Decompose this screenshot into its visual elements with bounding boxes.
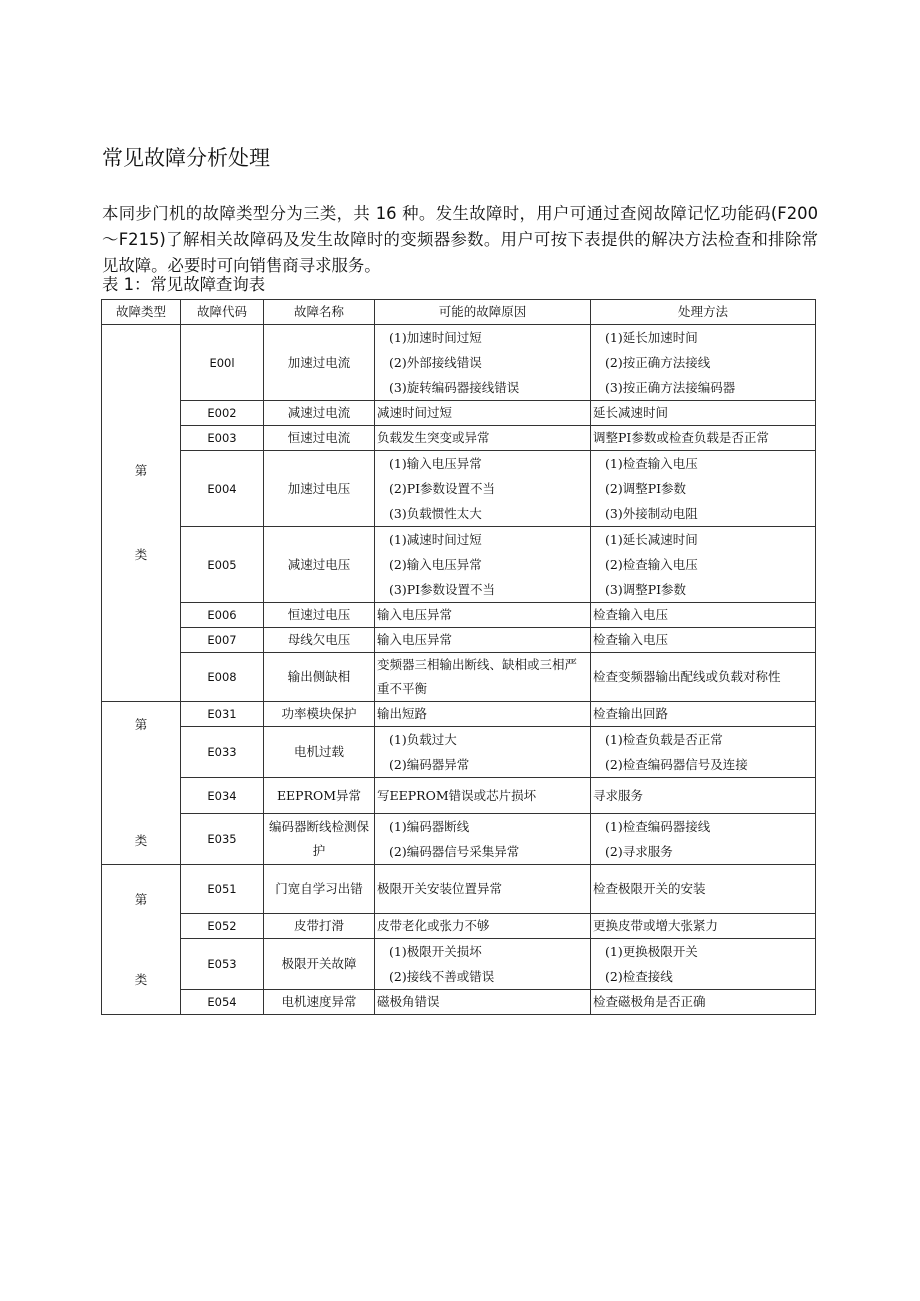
- action-item: (1)延长加速时间: [605, 330, 698, 345]
- fault-type-cell: [102, 325, 181, 702]
- fault-name: 功率模块保护: [264, 702, 375, 727]
- action-item: (1)检查负载是否正常: [605, 732, 723, 747]
- action-item: (3)外接制动电阻: [605, 506, 698, 521]
- fault-cause: 减速时间过短: [375, 401, 591, 426]
- table-row: [102, 653, 816, 702]
- fault-code: E008: [181, 653, 264, 702]
- fault-cause: 输入电压异常: [375, 628, 591, 653]
- cause-item: (3)负载惯性太大: [389, 506, 482, 521]
- fault-cause: [375, 939, 591, 990]
- fault-type-cell: [102, 702, 181, 865]
- cause-item: (3)旋转编码器接线错误: [389, 380, 520, 395]
- table-row: [102, 727, 816, 778]
- table-row: [102, 814, 816, 865]
- fault-name: 恒速过电压: [264, 603, 375, 628]
- action-item: (1)检查输入电压: [605, 456, 698, 471]
- fault-action: 检查变频器输出配线或负载对称性: [591, 653, 816, 702]
- fault-name: 减速过电流: [264, 401, 375, 426]
- fault-code: E007: [181, 628, 264, 653]
- table-header-row: [102, 300, 816, 325]
- cause-item: (2)接线不善或错误: [389, 969, 495, 984]
- fault-code: E033: [181, 727, 264, 778]
- fault-action: 更换皮带或增大张紧力: [591, 914, 816, 939]
- table-row: [102, 325, 816, 401]
- cause-item: (2)输入电压异常: [389, 557, 482, 572]
- fault-action: 检查输入电压: [591, 628, 816, 653]
- fault-cause: 负载发生突变或异常: [375, 426, 591, 451]
- fault-code: E005: [181, 527, 264, 603]
- cause-item: (3)PI参数设置不当: [389, 582, 496, 597]
- fault-code: E00l: [181, 325, 264, 401]
- table-row: [102, 702, 816, 727]
- action-item: (1)检查编码器接线: [605, 819, 711, 834]
- fault-name: 编码器断线检测保护: [264, 814, 375, 865]
- fault-name: 母线欠电压: [264, 628, 375, 653]
- fault-code: E054: [181, 990, 264, 1015]
- cause-item: (1)加速时间过短: [389, 330, 482, 345]
- fault-action: 检查输入电压: [591, 603, 816, 628]
- fault-name: 门宽自学习出错: [264, 865, 375, 914]
- fault-cause: 输出短路: [375, 702, 591, 727]
- fault-code: E035: [181, 814, 264, 865]
- fault-cause: 写EEPROM错误或芯片损坏: [375, 778, 591, 814]
- fault-action: [591, 527, 816, 603]
- table-row: [102, 603, 816, 628]
- fault-cause: 输入电压异常: [375, 603, 591, 628]
- action-item: (2)按正确方法接线: [605, 355, 711, 370]
- fault-type-label: 类: [134, 971, 148, 987]
- cause-item: (1)输入电压异常: [389, 456, 482, 471]
- fault-type-label: 第: [134, 891, 148, 907]
- cause-item: (1)极限开关损坏: [389, 944, 482, 959]
- header-solution: 处理方法: [591, 300, 816, 325]
- fault-action: 检查磁极角是否正确: [591, 990, 816, 1015]
- fault-cause: [375, 527, 591, 603]
- action-item: (1)延长减速时间: [605, 532, 698, 547]
- cause-item: (2)编码器异常: [389, 757, 470, 772]
- header-possible-cause: 可能的故障原因: [375, 300, 591, 325]
- fault-action: [591, 939, 816, 990]
- table-row: [102, 939, 816, 990]
- table-row: [102, 451, 816, 527]
- fault-type-cell: [102, 865, 181, 1015]
- header-fault-code: 故障代码: [181, 300, 264, 325]
- cause-item: (1)减速时间过短: [389, 532, 482, 547]
- table-row: [102, 914, 816, 939]
- table-row: [102, 628, 816, 653]
- fault-code: E002: [181, 401, 264, 426]
- fault-action: [591, 451, 816, 527]
- cause-item: (2)编码器信号采集异常: [389, 844, 520, 859]
- fault-name: 电机速度异常: [264, 990, 375, 1015]
- action-item: (2)调整PI参数: [605, 481, 687, 496]
- fault-cause: [375, 451, 591, 527]
- fault-cause: 磁极角错误: [375, 990, 591, 1015]
- cause-item: (1)编码器断线: [389, 819, 470, 834]
- fault-type-label: 类: [134, 547, 148, 562]
- header-fault-name: 故障名称: [264, 300, 375, 325]
- fault-action: 检查极限开关的安装: [591, 865, 816, 914]
- cause-item: (2)PI参数设置不当: [389, 481, 496, 496]
- table-row: [102, 401, 816, 426]
- fault-action: 寻求服务: [591, 778, 816, 814]
- fault-code: E052: [181, 914, 264, 939]
- fault-cause: [375, 727, 591, 778]
- fault-name: 皮带打滑: [264, 914, 375, 939]
- table-row: [102, 527, 816, 603]
- cause-item: (2)外部接线错误: [389, 355, 482, 370]
- fault-name: 恒速过电流: [264, 426, 375, 451]
- action-item: (3)调整PI参数: [605, 582, 687, 597]
- fault-name: 极限开关故障: [264, 939, 375, 990]
- action-item: (2)寻求服务: [605, 844, 673, 859]
- fault-name: EEPROM异常: [264, 778, 375, 814]
- fault-name: 电机过载: [264, 727, 375, 778]
- action-item: (2)检查接线: [605, 969, 673, 984]
- fault-table: [101, 299, 816, 1015]
- fault-cause: [375, 814, 591, 865]
- fault-name: 输出侧缺相: [264, 653, 375, 702]
- fault-action: [591, 325, 816, 401]
- header-fault-type: 故障类型: [102, 300, 181, 325]
- fault-code: E031: [181, 702, 264, 727]
- action-item: (1)更换极限开关: [605, 944, 698, 959]
- fault-name: 减速过电压: [264, 527, 375, 603]
- fault-code: E053: [181, 939, 264, 990]
- fault-code: E003: [181, 426, 264, 451]
- fault-name: 加速过电流: [264, 325, 375, 401]
- table-row: [102, 865, 816, 914]
- action-item: (2)检查编码器信号及连接: [605, 757, 748, 772]
- table-row: [102, 426, 816, 451]
- fault-code: E004: [181, 451, 264, 527]
- fault-cause: [375, 325, 591, 401]
- fault-action: 调整PI参数或检查负载是否正常: [591, 426, 816, 451]
- page-title: 常见故障分析处理: [102, 146, 270, 170]
- fault-action: 延长减速时间: [591, 401, 816, 426]
- fault-cause: 皮带老化或张力不够: [375, 914, 591, 939]
- table-row: [102, 990, 816, 1015]
- fault-type-label: 类: [134, 833, 148, 848]
- table-caption: 表 1：常见故障查询表: [102, 275, 266, 294]
- action-item: (2)检查输入电压: [605, 557, 698, 572]
- fault-type-label: 第: [134, 717, 148, 732]
- fault-code: E051: [181, 865, 264, 914]
- fault-cause: 极限开关安装位置异常: [375, 865, 591, 914]
- fault-action: 检查输出回路: [591, 702, 816, 727]
- fault-type-label: 第: [134, 463, 148, 478]
- fault-action: [591, 814, 816, 865]
- action-item: (3)按正确方法接编码器: [605, 380, 736, 395]
- intro-paragraph: 本同步门机的故障类型分为三类，共 16 种。发生故障时，用户可通过查阅故障记忆功能码(F200～F215)了解相关故障码及发生故障时的变频器参数。用户可按下表提供的解决方法检查和排除常见故障。必要时可向销售商寻求服务。: [102, 204, 818, 275]
- fault-name: 加速过电压: [264, 451, 375, 527]
- fault-code: E034: [181, 778, 264, 814]
- cause-item: (1)负载过大: [389, 732, 457, 747]
- table-row: [102, 778, 816, 814]
- fault-cause: 变频器三相输出断线、缺相或三相严重不平衡: [375, 653, 591, 702]
- fault-code: E006: [181, 603, 264, 628]
- fault-action: [591, 727, 816, 778]
